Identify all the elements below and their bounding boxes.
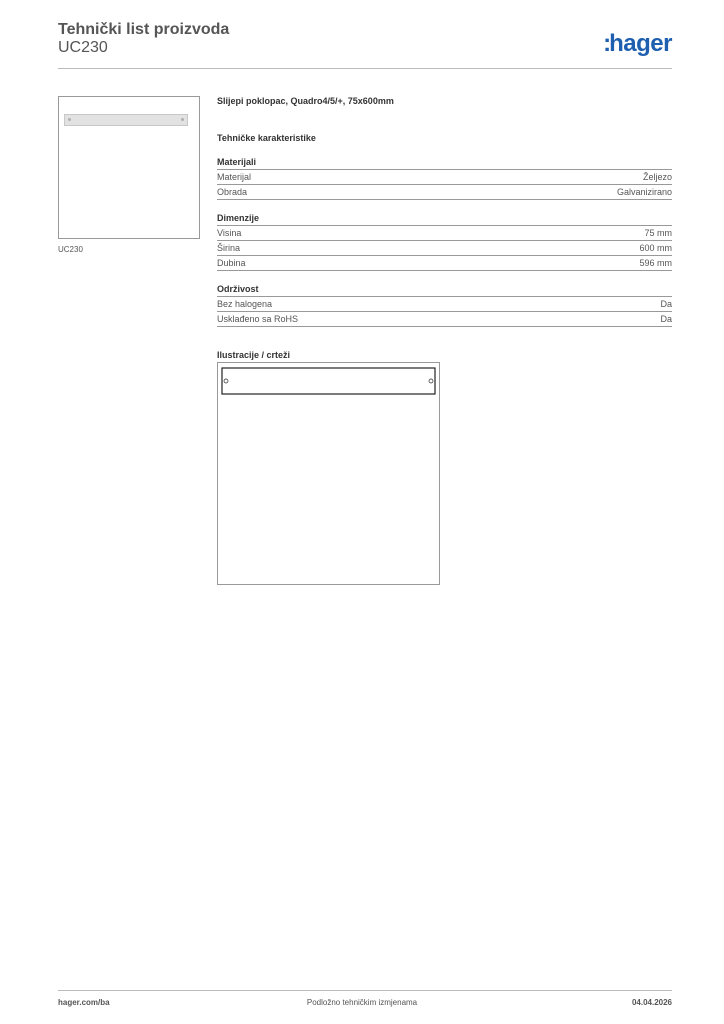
spec-content	[217, 96, 672, 360]
illustrations-heading: Ilustracije / crteži	[217, 350, 291, 360]
hager-logo	[603, 30, 672, 58]
header-divider	[58, 68, 672, 69]
group-heading: Održivost	[217, 284, 672, 297]
spec-value: Da	[660, 299, 672, 309]
spec-label: Širina	[217, 243, 241, 253]
footer-date: 04.04.2026	[631, 998, 672, 1007]
group-heading: Dimenzije	[217, 213, 672, 226]
product-name: Slijepi poklopac, Quadro4/5/+, 75x600mm	[217, 96, 394, 106]
spec-value: 75 mm	[644, 228, 672, 238]
spec-label: Dubina	[217, 258, 246, 268]
spec-row	[217, 170, 672, 185]
mounting-hole	[181, 118, 184, 121]
product-photo	[58, 96, 200, 239]
spec-label: Usklađeno sa RoHS	[217, 314, 299, 324]
mounting-hole	[224, 379, 228, 383]
spec-row	[217, 241, 672, 256]
cover-plate-outline	[222, 368, 435, 394]
drawing-svg	[218, 363, 439, 584]
group-heading: Materijali	[217, 157, 672, 170]
spec-value: 596 mm	[639, 258, 672, 268]
cover-plate-image	[64, 114, 188, 126]
spec-group-materials	[217, 157, 672, 200]
section-heading: Tehničke karakteristike	[217, 133, 316, 143]
spec-row	[217, 256, 672, 271]
footer-notice: Podložno tehničkim izmjenama	[306, 998, 418, 1007]
spec-label: Bez halogena	[217, 299, 273, 309]
spec-row	[217, 185, 672, 200]
spec-group-dimensions	[217, 213, 672, 271]
product-code: UC230	[58, 39, 108, 56]
spec-label: Materijal	[217, 172, 252, 182]
logo-text: hager	[609, 30, 672, 57]
photo-caption: UC230	[58, 245, 83, 254]
spec-row	[217, 312, 672, 327]
mounting-hole	[429, 379, 433, 383]
spec-label: Obrada	[217, 187, 248, 197]
spec-label: Visina	[217, 228, 242, 238]
logo-colon: :	[603, 30, 610, 57]
spec-row	[217, 297, 672, 312]
spec-row	[217, 226, 672, 241]
spec-value: Galvanizirano	[616, 187, 672, 197]
mounting-hole	[68, 118, 71, 121]
spec-group-sustainability	[217, 284, 672, 327]
technical-drawing	[217, 362, 440, 585]
spec-value: 600 mm	[639, 243, 672, 253]
spec-value: Željezo	[642, 172, 672, 182]
spec-value: Da	[660, 314, 672, 324]
footer-divider	[58, 990, 672, 991]
page-title: Tehnički list proizvoda	[58, 21, 230, 38]
footer-website-link[interactable]: hager.com/ba	[58, 998, 110, 1007]
